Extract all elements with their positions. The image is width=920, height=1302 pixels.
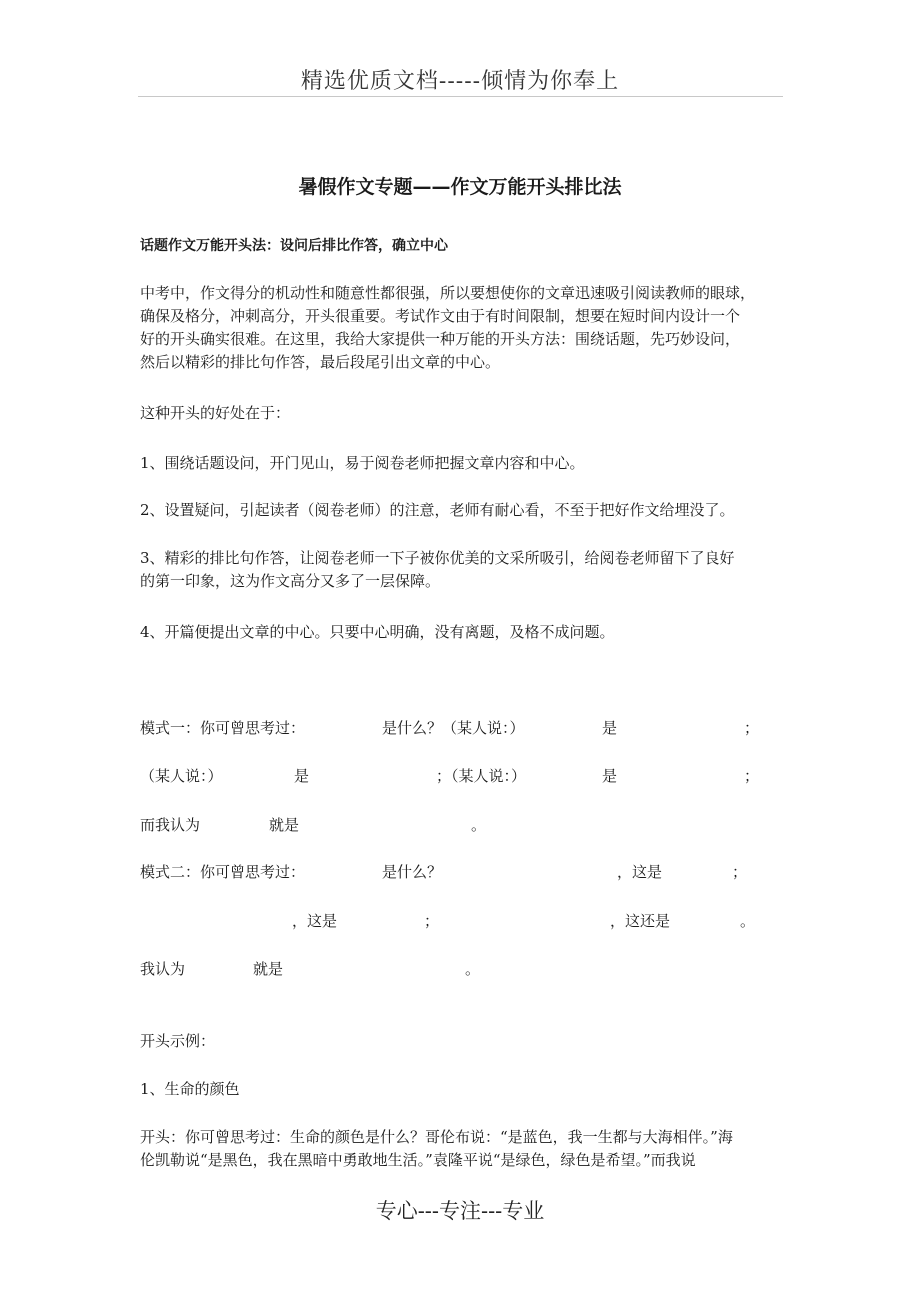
mode1-semicolon: ； (744, 719, 760, 737)
mode2-this-is: ，这是 (292, 912, 338, 930)
benefit-item-2: 2、设置疑问，引起读者（阅卷老师）的注意，老师有耐心看，不至于把好作文给埋没了。 (140, 501, 735, 519)
mode1-someone: （某人说：） (140, 767, 223, 785)
header-divider (138, 96, 783, 97)
mode1-question: 是什么？（某人说：） (382, 719, 525, 737)
mode1-conclusion-is: 就是 (269, 816, 300, 834)
mode1-semicolon: ； (744, 767, 760, 785)
mode2-question: 是什么？ (382, 863, 443, 881)
mode2-semicolon: ； (424, 912, 440, 930)
example-1-line: 开头：你可曾思考过：生命的颜色是什么？哥伦布说：“是蓝色，我一生都与大海相伴。”海 (140, 1128, 733, 1146)
benefit-item-4: 4、开篇便提出文章的中心。只要中心明确，没有离题，及格不成问题。 (140, 623, 615, 641)
benefit-3-line: 的第一印象，这为作文高分又多了一层保障。 (140, 572, 441, 590)
intro-paragraph (140, 282, 780, 374)
benefit-item-3 (140, 547, 780, 593)
document-title: 暑假作文专题——作文万能开头排比法 (298, 176, 622, 198)
mode1-someone-2: ；（某人说：） (436, 767, 527, 785)
mode2-semicolon: ； (732, 863, 748, 881)
benefit-3-line: 3、精彩的排比句作答，让阅卷老师一下子被你优美的文采所吸引，给阅卷老师留下了良好 (140, 549, 735, 567)
example-1-title: 1、生命的颜色 (140, 1080, 240, 1098)
example-1-line: 伦凯勒说“是黑色，我在黑暗中勇敢地生活。”袁隆平说“是绿色，绿色是希望。”而我说 (140, 1151, 696, 1169)
mode1-prefix: 模式一：你可曾思考过： (140, 719, 306, 737)
mode1-conclusion-prefix: 而我认为 (140, 816, 201, 834)
benefit-item-1: 1、围绕话题设问，开门见山，易于阅卷老师把握文章内容和中心。 (140, 454, 585, 472)
mode2-this-is: ，这是 (617, 863, 663, 881)
benefits-heading: 这种开头的好处在于： (140, 404, 291, 422)
mode1-is: 是 (294, 767, 310, 785)
intro-line: 确保及格分，冲刺高分，开头很重要。考试作文由于有时间限制，想要在短时间内设计一个 (140, 307, 741, 325)
mode2-conclusion-prefix: 我认为 (140, 960, 186, 978)
mode2-period: 。 (740, 912, 756, 930)
mode1-is: 是 (602, 719, 618, 737)
example-heading: 开头示例： (140, 1032, 216, 1050)
intro-line: 中考中，作文得分的机动性和随意性都很强，所以要想使你的文章迅速吸引阅读教师的眼球， (140, 284, 756, 302)
mode1-period: 。 (471, 816, 487, 834)
page-footer: 专心---专注---专业 (375, 1199, 545, 1223)
mode2-prefix: 模式二：你可曾思考过： (140, 863, 306, 881)
page-header: 精选优质文档-----倾情为你奉上 (300, 69, 620, 94)
mode2-also-is: ，这还是 (610, 912, 671, 930)
mode2-conclusion-is: 就是 (253, 960, 284, 978)
mode2-period: 。 (465, 960, 481, 978)
document-subtitle: 话题作文万能开头法：设问后排比作答，确立中心 (140, 238, 448, 254)
intro-line: 好的开头确实很难。在这里，我给大家提供一种万能的开头方法：围绕话题，先巧妙设问， (140, 330, 741, 348)
intro-line: 然后以精彩的排比句作答，最后段尾引出文章的中心。 (140, 353, 501, 371)
mode1-is: 是 (602, 767, 618, 785)
example-1-paragraph (140, 1126, 780, 1172)
